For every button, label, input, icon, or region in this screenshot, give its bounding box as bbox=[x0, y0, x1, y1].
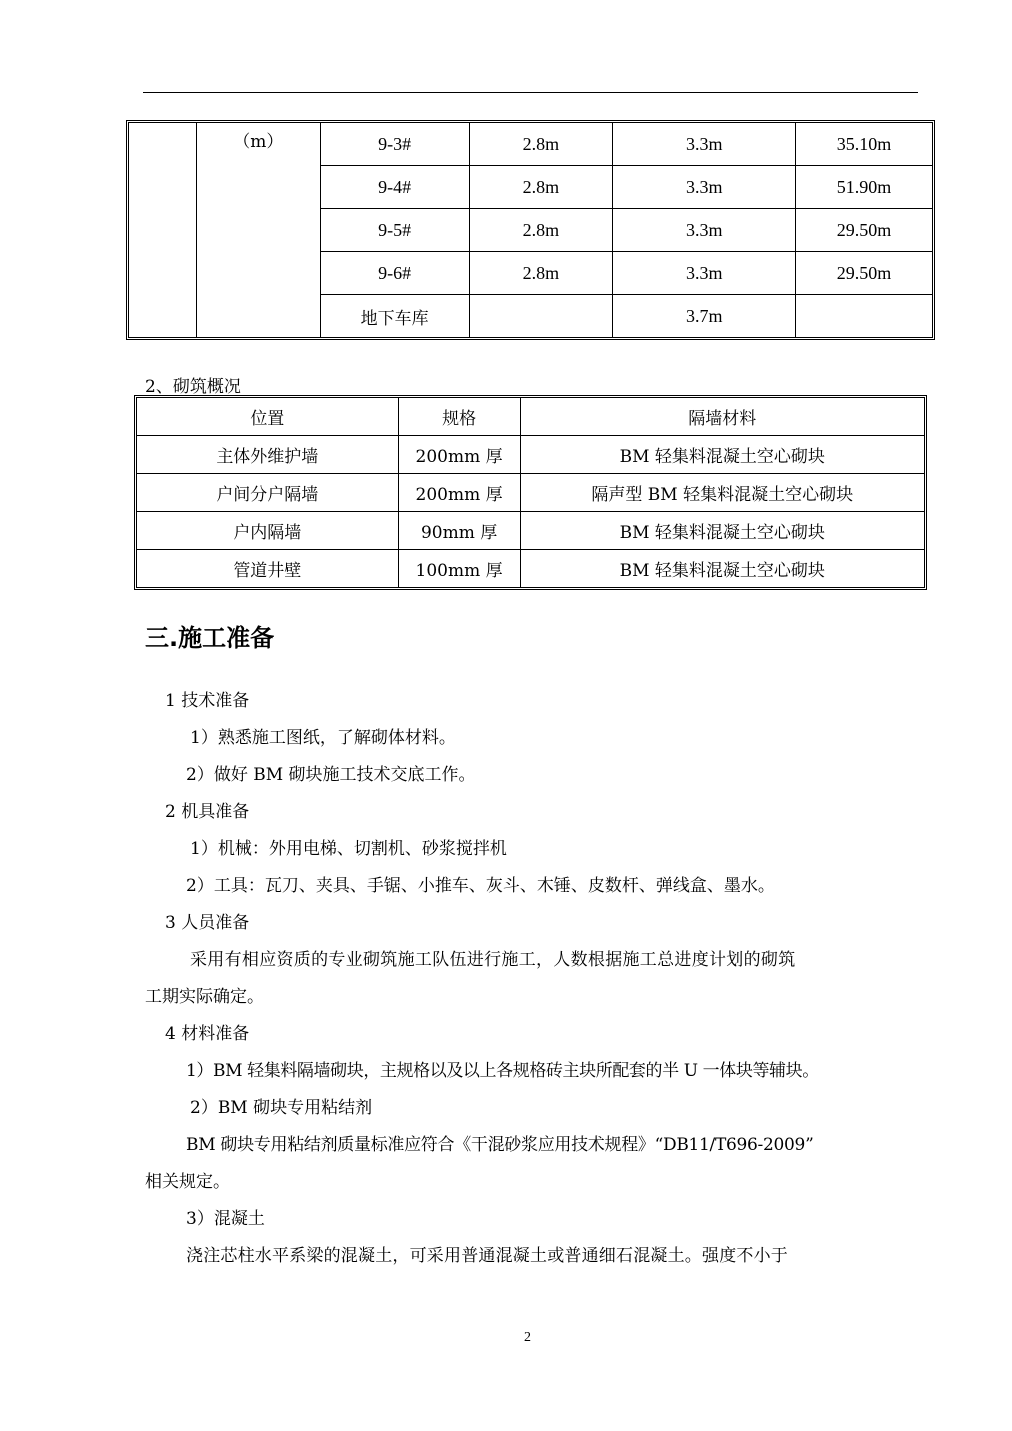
subsection-heading: 2 机具准备 bbox=[165, 802, 250, 822]
column-header: 位置 bbox=[137, 398, 399, 436]
paragraph-line: BM 砌块专用粘结剂质量标准应符合《干混砂浆应用技术规程》“DB11/T696-2009” bbox=[186, 1135, 814, 1155]
table-cell: BM 轻集料混凝土空心砌块 bbox=[520, 512, 924, 550]
table-row bbox=[137, 550, 925, 588]
section-subtitle: 2、砌筑概况 bbox=[145, 377, 241, 397]
masonry-overview-table bbox=[136, 397, 925, 588]
value-cell: 2.8m bbox=[469, 252, 613, 295]
paragraph-line: 2）工具：瓦刀、夹具、手锯、小推车、灰斗、木锤、皮数杆、弹线盒、墨水。 bbox=[186, 876, 775, 896]
value-cell: 3.7m bbox=[613, 295, 796, 338]
column-header: 规格 bbox=[398, 398, 520, 436]
merged-category-cell bbox=[129, 123, 197, 338]
paragraph-line: 相关规定。 bbox=[145, 1172, 230, 1192]
value-cell: 3.3m bbox=[613, 209, 796, 252]
building-name-cell: 9-5# bbox=[320, 209, 469, 252]
value-cell: 2.8m bbox=[469, 166, 613, 209]
table-row bbox=[137, 436, 925, 474]
table-cell: BM 轻集料混凝土空心砌块 bbox=[520, 436, 924, 474]
value-cell: 2.8m bbox=[469, 123, 613, 166]
paragraph-line: 2）BM 砌块专用粘结剂 bbox=[190, 1098, 373, 1118]
building-height-table bbox=[128, 122, 933, 338]
paragraph-line: 1）机械：外用电梯、切割机、砂浆搅拌机 bbox=[190, 839, 507, 859]
section-heading: 三.施工准备 bbox=[145, 624, 275, 652]
value-cell: 51.90m bbox=[796, 166, 933, 209]
paragraph-line: 2）做好 BM 砌块施工技术交底工作。 bbox=[186, 765, 476, 785]
table-cell: 200mm 厚 bbox=[398, 474, 520, 512]
value-cell: 29.50m bbox=[796, 252, 933, 295]
paragraph-line: 工期实际确定。 bbox=[145, 987, 264, 1007]
value-cell: 3.3m bbox=[613, 123, 796, 166]
building-name-cell: 9-6# bbox=[320, 252, 469, 295]
table-row bbox=[137, 512, 925, 550]
value-cell: 2.8m bbox=[469, 209, 613, 252]
column-header: 隔墙材料 bbox=[520, 398, 924, 436]
building-name-cell: 9-3# bbox=[320, 123, 469, 166]
subsection-heading: 3 人员准备 bbox=[165, 913, 250, 933]
page-number: 2 bbox=[524, 1330, 531, 1345]
table-cell: 管道井壁 bbox=[137, 550, 399, 588]
value-cell: 35.10m bbox=[796, 123, 933, 166]
paragraph-line: 1）熟悉施工图纸，了解砌体材料。 bbox=[190, 728, 456, 748]
table-cell: 户间分户隔墙 bbox=[137, 474, 399, 512]
paragraph-line: 浇注芯柱水平系梁的混凝土，可采用普通混凝土或普通细石混凝土。强度不小于 bbox=[186, 1246, 788, 1266]
value-cell bbox=[796, 295, 933, 338]
building-name-cell: 9-4# bbox=[320, 166, 469, 209]
table-row bbox=[129, 123, 933, 166]
subsection-heading: 1 技术准备 bbox=[165, 691, 250, 711]
value-cell: 29.50m bbox=[796, 209, 933, 252]
paragraph-line: 1）BM 轻集料隔墙砌块，主规格以及以上各规格砖主块所配套的半 U 一体块等辅块。 bbox=[186, 1061, 819, 1081]
table-cell: 主体外维护墙 bbox=[137, 436, 399, 474]
value-cell bbox=[469, 295, 613, 338]
table-cell: 90mm 厚 bbox=[398, 512, 520, 550]
value-cell: 3.3m bbox=[613, 252, 796, 295]
table-cell: BM 轻集料混凝土空心砌块 bbox=[520, 550, 924, 588]
value-cell: 3.3m bbox=[613, 166, 796, 209]
table-cell: 户内隔墙 bbox=[137, 512, 399, 550]
unit-cell: （m） bbox=[196, 123, 320, 338]
paragraph-line: 3）混凝土 bbox=[186, 1209, 265, 1229]
table-cell: 100mm 厚 bbox=[398, 550, 520, 588]
paragraph-line: 采用有相应资质的专业砌筑施工队伍进行施工，人数根据施工总进度计划的砌筑 bbox=[190, 950, 796, 970]
subsection-heading: 4 材料准备 bbox=[165, 1024, 250, 1044]
header-rule bbox=[143, 92, 918, 93]
building-name-cell: 地下车库 bbox=[320, 295, 469, 338]
table-cell: 200mm 厚 bbox=[398, 436, 520, 474]
table-header-row bbox=[137, 398, 925, 436]
table-cell: 隔声型 BM 轻集料混凝土空心砌块 bbox=[520, 474, 924, 512]
table-row bbox=[137, 474, 925, 512]
